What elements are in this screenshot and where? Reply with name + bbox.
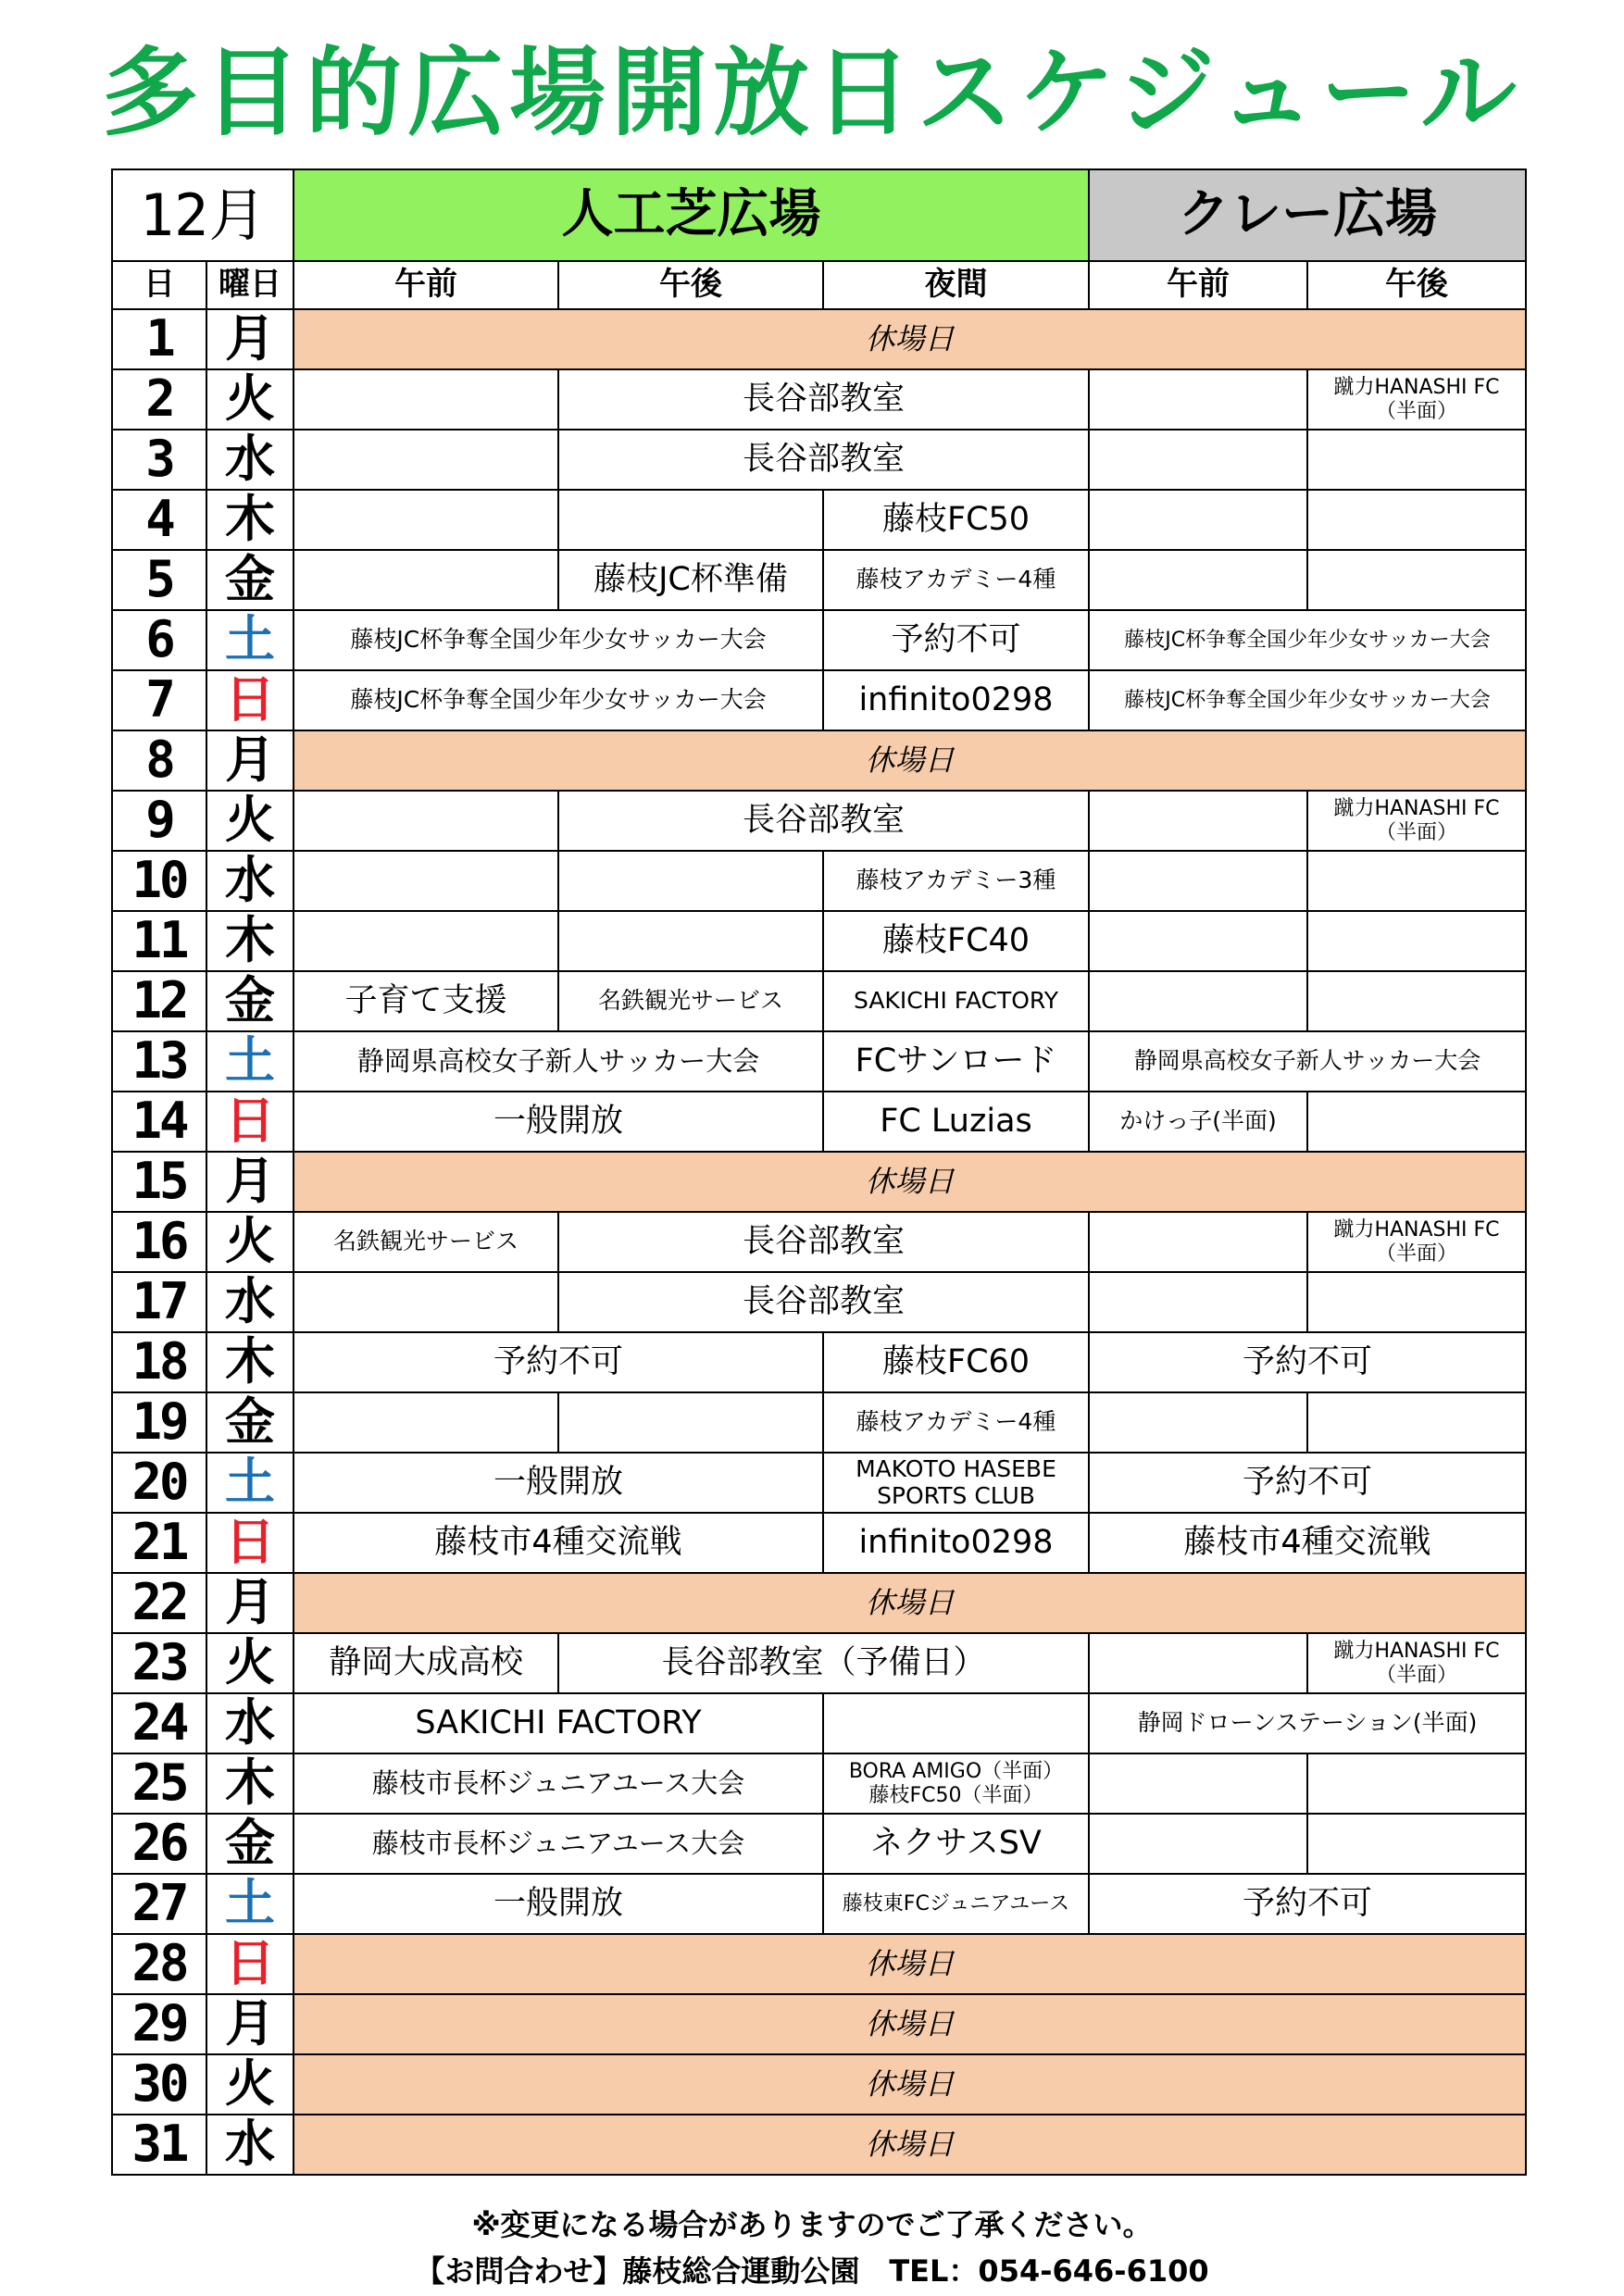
day-row <box>112 610 1526 670</box>
day-row <box>112 730 1526 791</box>
booking-cell: 藤枝FC50 <box>823 490 1089 550</box>
weekday: 木 <box>206 1332 294 1392</box>
closed-day-cell: 休場日 <box>294 1152 1526 1212</box>
weekday-column-header: 曜日 <box>206 261 294 309</box>
day-number: 1 <box>112 309 206 369</box>
booking-cell <box>1307 369 1526 430</box>
empty-slot <box>294 1392 558 1453</box>
booking-cell: SAKICHI FACTORY <box>823 971 1089 1031</box>
empty-slot <box>1089 911 1307 971</box>
empty-slot <box>1307 1272 1526 1332</box>
weekday: 木 <box>206 1753 294 1814</box>
booking-line: （半面） <box>1375 1242 1457 1266</box>
day-number: 6 <box>112 610 206 670</box>
booking-cell: infinito0298 <box>823 670 1089 730</box>
booking-cell: SAKICHI FACTORY <box>294 1693 823 1753</box>
closed-day-cell: 休場日 <box>294 309 1526 369</box>
day-row <box>112 1874 1526 1934</box>
booking-line: SPORTS CLUB <box>877 1481 1035 1509</box>
booking-line: （半面） <box>1375 1663 1457 1687</box>
booking-cell: 長谷部教室 <box>558 791 1089 851</box>
closed-day-cell: 休場日 <box>294 730 1526 791</box>
booking-cell: 長谷部教室 <box>558 430 1089 490</box>
day-row <box>112 851 1526 911</box>
closed-day-cell: 休場日 <box>294 1573 1526 1633</box>
empty-slot <box>1089 430 1307 490</box>
day-row <box>112 309 1526 369</box>
day-number: 12 <box>112 971 206 1031</box>
booking-cell: 長谷部教室 <box>558 369 1089 430</box>
booking-cell: 予約不可 <box>1089 1874 1526 1934</box>
month-label: 12月 <box>112 169 294 261</box>
booking-cell: 名鉄観光サービス <box>294 1212 558 1272</box>
empty-slot <box>1307 1814 1526 1874</box>
day-row <box>112 2115 1526 2175</box>
booking-cell: 名鉄観光サービス <box>558 971 823 1031</box>
day-row <box>112 1152 1526 1212</box>
weekday: 日 <box>206 1513 294 1573</box>
booking-line: （半面） <box>1375 399 1457 423</box>
empty-slot <box>1089 490 1307 550</box>
day-row <box>112 2054 1526 2115</box>
day-row <box>112 369 1526 430</box>
booking-cell: 藤枝市長杯ジュニアユース大会 <box>294 1814 823 1874</box>
booking-cell: 藤枝市4種交流戦 <box>1089 1513 1526 1573</box>
day-number: 24 <box>112 1693 206 1753</box>
empty-slot <box>558 851 823 911</box>
booking-cell <box>823 1753 1089 1814</box>
empty-slot <box>1307 1753 1526 1814</box>
day-row <box>112 1453 1526 1513</box>
grass-night-header: 夜間 <box>823 261 1089 309</box>
day-number: 2 <box>112 369 206 430</box>
empty-slot <box>1307 911 1526 971</box>
booking-cell: 藤枝東FCジュニアユース <box>823 1874 1089 1934</box>
day-number: 19 <box>112 1392 206 1453</box>
day-row <box>112 911 1526 971</box>
empty-slot <box>294 851 558 911</box>
booking-cell: FCサンロード <box>823 1031 1089 1092</box>
booking-cell: 子育て支援 <box>294 971 558 1031</box>
day-row <box>112 1693 1526 1753</box>
closed-day-cell: 休場日 <box>294 1994 1526 2054</box>
booking-cell: 藤枝アカデミー4種 <box>823 1392 1089 1453</box>
day-number: 13 <box>112 1031 206 1092</box>
empty-slot <box>1089 971 1307 1031</box>
closed-day-cell: 休場日 <box>294 2115 1526 2175</box>
empty-slot <box>294 550 558 610</box>
booking-cell: かけっ子(半面) <box>1089 1092 1307 1152</box>
weekday: 火 <box>206 791 294 851</box>
grass-pm-header: 午後 <box>558 261 823 309</box>
booking-cell: 長谷部教室（予備日） <box>558 1633 1089 1693</box>
clay-field-header: クレー広場 <box>1089 169 1526 261</box>
day-row <box>112 1092 1526 1152</box>
day-number: 27 <box>112 1874 206 1934</box>
weekday: 月 <box>206 1994 294 2054</box>
day-row <box>112 1212 1526 1272</box>
weekday: 土 <box>206 1453 294 1513</box>
day-number: 14 <box>112 1092 206 1152</box>
clay-pm-header: 午後 <box>1307 261 1526 309</box>
booking-cell: 静岡県高校女子新人サッカー大会 <box>1089 1031 1526 1092</box>
day-row <box>112 1814 1526 1874</box>
day-row <box>112 1934 1526 1994</box>
weekday: 土 <box>206 610 294 670</box>
day-row <box>112 550 1526 610</box>
day-number: 8 <box>112 730 206 791</box>
page-title: 多目的広場開放日スケジュール <box>102 36 1522 149</box>
weekday: 火 <box>206 1633 294 1693</box>
weekday: 土 <box>206 1031 294 1092</box>
weekday: 火 <box>206 1212 294 1272</box>
day-number: 4 <box>112 490 206 550</box>
weekday: 月 <box>206 730 294 791</box>
booking-cell: 藤枝アカデミー3種 <box>823 851 1089 911</box>
day-row <box>112 791 1526 851</box>
day-number: 3 <box>112 430 206 490</box>
day-row <box>112 1994 1526 2054</box>
booking-cell <box>1307 791 1526 851</box>
booking-cell: 藤枝FC60 <box>823 1332 1089 1392</box>
booking-cell: 藤枝JC杯争奪全国少年少女サッカー大会 <box>294 610 823 670</box>
empty-slot <box>294 911 558 971</box>
empty-slot <box>1307 1092 1526 1152</box>
weekday: 木 <box>206 911 294 971</box>
booking-cell: 予約不可 <box>294 1332 823 1392</box>
booking-line: BORA AMIGO（半面） <box>848 1760 1064 1784</box>
booking-line: 蹴力HANASHI FC <box>1333 1218 1500 1242</box>
weekday: 水 <box>206 1272 294 1332</box>
day-row <box>112 971 1526 1031</box>
empty-slot <box>1307 430 1526 490</box>
empty-slot <box>294 1272 558 1332</box>
day-number: 22 <box>112 1573 206 1633</box>
day-number: 15 <box>112 1152 206 1212</box>
weekday: 火 <box>206 2054 294 2115</box>
day-row <box>112 1513 1526 1573</box>
empty-slot <box>1089 550 1307 610</box>
empty-slot <box>1307 550 1526 610</box>
weekday: 木 <box>206 490 294 550</box>
booking-line: 蹴力HANASHI FC <box>1333 376 1500 400</box>
booking-line: （半面） <box>1375 820 1457 844</box>
booking-cell: 一般開放 <box>294 1092 823 1152</box>
day-number: 16 <box>112 1212 206 1272</box>
weekday: 水 <box>206 430 294 490</box>
empty-slot <box>1089 851 1307 911</box>
booking-cell: 藤枝市長杯ジュニアユース大会 <box>294 1753 823 1814</box>
day-row <box>112 1753 1526 1814</box>
empty-slot <box>294 490 558 550</box>
booking-cell <box>1307 1212 1526 1272</box>
empty-slot <box>294 369 558 430</box>
day-number: 5 <box>112 550 206 610</box>
booking-line: 藤枝FC50（半面） <box>868 1783 1043 1807</box>
booking-cell: 藤枝アカデミー4種 <box>823 550 1089 610</box>
weekday: 水 <box>206 851 294 911</box>
day-row <box>112 1573 1526 1633</box>
empty-slot <box>1089 1753 1307 1814</box>
empty-slot <box>1307 851 1526 911</box>
day-row <box>112 1031 1526 1092</box>
day-row <box>112 490 1526 550</box>
grass-field-header: 人工芝広場 <box>294 169 1089 261</box>
change-notice: ※変更になる場合がありますのでご了承ください。 <box>471 2207 1153 2242</box>
day-number: 17 <box>112 1272 206 1332</box>
empty-slot <box>558 1392 823 1453</box>
booking-line: 蹴力HANASHI FC <box>1333 1640 1500 1664</box>
empty-slot <box>294 430 558 490</box>
day-number: 26 <box>112 1814 206 1874</box>
day-number: 7 <box>112 670 206 730</box>
day-row <box>112 1332 1526 1392</box>
weekday: 水 <box>206 2115 294 2175</box>
booking-cell: 静岡大成高校 <box>294 1633 558 1693</box>
empty-slot <box>1089 1272 1307 1332</box>
empty-slot <box>558 490 823 550</box>
weekday: 月 <box>206 309 294 369</box>
empty-slot <box>823 1693 1089 1753</box>
day-number: 11 <box>112 911 206 971</box>
empty-slot <box>1307 1392 1526 1453</box>
empty-slot <box>1307 490 1526 550</box>
booking-cell: 長谷部教室 <box>558 1212 1089 1272</box>
day-row <box>112 1392 1526 1453</box>
weekday: 日 <box>206 1934 294 1994</box>
booking-cell: 藤枝市4種交流戦 <box>294 1513 823 1573</box>
weekday: 月 <box>206 1152 294 1212</box>
closed-day-cell: 休場日 <box>294 1934 1526 1994</box>
booking-line: MAKOTO HASEBE <box>856 1454 1056 1482</box>
weekday: 土 <box>206 1874 294 1934</box>
day-number: 30 <box>112 2054 206 2115</box>
booking-cell <box>1307 1633 1526 1693</box>
empty-slot <box>1089 1814 1307 1874</box>
booking-cell: 藤枝JC杯争奪全国少年少女サッカー大会 <box>294 670 823 730</box>
empty-slot <box>1089 1392 1307 1453</box>
booking-cell: 一般開放 <box>294 1874 823 1934</box>
booking-cell: 藤枝JC杯準備 <box>558 550 823 610</box>
weekday: 金 <box>206 550 294 610</box>
empty-slot <box>558 911 823 971</box>
booking-cell: 予約不可 <box>1089 1332 1526 1392</box>
booking-cell: 予約不可 <box>1089 1453 1526 1513</box>
contact-info: 【お問合わせ】藤枝総合運動公園 TEL：054-646-6100 <box>415 2253 1209 2289</box>
empty-slot <box>294 791 558 851</box>
day-row <box>112 1272 1526 1332</box>
day-number: 29 <box>112 1994 206 2054</box>
weekday: 金 <box>206 1814 294 1874</box>
weekday: 金 <box>206 971 294 1031</box>
grass-am-header: 午前 <box>294 261 558 309</box>
day-number: 10 <box>112 851 206 911</box>
day-row <box>112 430 1526 490</box>
day-number: 31 <box>112 2115 206 2175</box>
day-number: 9 <box>112 791 206 851</box>
booking-cell: 予約不可 <box>823 610 1089 670</box>
day-number: 18 <box>112 1332 206 1392</box>
day-row <box>112 1633 1526 1693</box>
booking-cell: infinito0298 <box>823 1513 1089 1573</box>
schedule-table <box>111 168 1527 2176</box>
booking-cell: ネクサスSV <box>823 1814 1089 1874</box>
booking-line: 蹴力HANASHI FC <box>1333 797 1500 821</box>
weekday: 火 <box>206 369 294 430</box>
empty-slot <box>1307 971 1526 1031</box>
day-number: 21 <box>112 1513 206 1573</box>
booking-cell: 藤枝JC杯争奪全国少年少女サッカー大会 <box>1089 610 1526 670</box>
weekday: 水 <box>206 1693 294 1753</box>
day-column-header: 日 <box>112 261 206 309</box>
day-number: 25 <box>112 1753 206 1814</box>
booking-cell: FC Luzias <box>823 1092 1089 1152</box>
empty-slot <box>1089 369 1307 430</box>
booking-cell: 藤枝JC杯争奪全国少年少女サッカー大会 <box>1089 670 1526 730</box>
empty-slot <box>1089 1633 1307 1693</box>
weekday: 月 <box>206 1573 294 1633</box>
weekday: 日 <box>206 1092 294 1152</box>
booking-cell: 静岡ドローンステーション(半面) <box>1089 1693 1526 1753</box>
booking-cell <box>823 1453 1089 1513</box>
weekday: 日 <box>206 670 294 730</box>
clay-am-header: 午前 <box>1089 261 1307 309</box>
day-number: 23 <box>112 1633 206 1693</box>
booking-cell: 藤枝FC40 <box>823 911 1089 971</box>
empty-slot <box>1089 1212 1307 1272</box>
empty-slot <box>1089 791 1307 851</box>
booking-cell: 静岡県高校女子新人サッカー大会 <box>294 1031 823 1092</box>
booking-cell: 一般開放 <box>294 1453 823 1513</box>
weekday: 金 <box>206 1392 294 1453</box>
day-row <box>112 670 1526 730</box>
closed-day-cell: 休場日 <box>294 2054 1526 2115</box>
day-number: 20 <box>112 1453 206 1513</box>
booking-cell: 長谷部教室 <box>558 1272 1089 1332</box>
day-number: 28 <box>112 1934 206 1994</box>
